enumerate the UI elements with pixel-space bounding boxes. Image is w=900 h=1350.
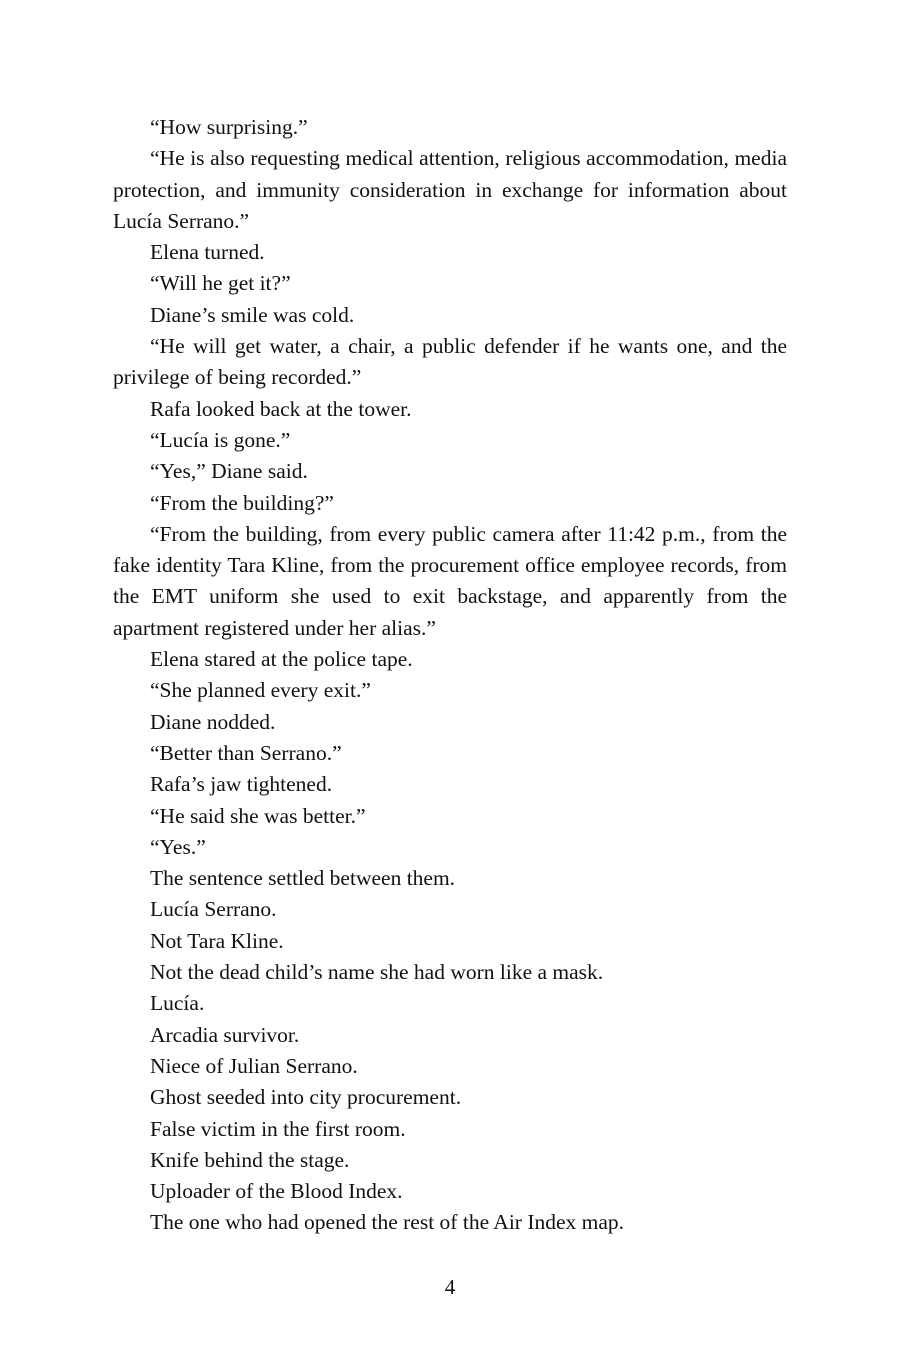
paragraph: “Will he get it?” <box>150 271 291 296</box>
paragraph: “Lucía is gone.” <box>150 427 291 452</box>
paragraph: False victim in the first room. <box>150 1116 406 1141</box>
paragraph: Uploader of the Blood Index. <box>150 1179 403 1204</box>
paragraph: Elena stared at the police tape. <box>150 647 413 672</box>
paragraph: Lucía Serrano. <box>150 897 277 922</box>
paragraph: “From the building?” <box>150 490 334 515</box>
paragraph: Diane’s smile was cold. <box>150 302 355 327</box>
paragraph: Diane nodded. <box>150 709 276 734</box>
paragraph: Lucía. <box>150 991 205 1016</box>
paragraph: Arcadia survivor. <box>150 1022 300 1047</box>
paragraph: Ghost seeded into city procurement. <box>150 1085 462 1110</box>
paragraph: Not the dead child’s name she had worn like a mask. <box>150 960 604 985</box>
paragraph: “He will get water, a chair, a public defender if he wants one, and the privilege of being recorded.” <box>113 334 787 390</box>
paragraph: Rafa’s jaw tightened. <box>150 772 333 797</box>
paragraph: “From the building, from every public camera after 11:42 p.m., from the fake identity Tara Kline, from the procurement office employee records, from the EMT uniform she used to exit backstage, and apparently from the apartment registered under her alias.” <box>113 521 787 640</box>
paragraph: “He said she was better.” <box>150 803 366 828</box>
paragraph: Elena turned. <box>150 240 265 265</box>
paragraph: “She planned every exit.” <box>150 678 371 703</box>
page-body <box>113 112 787 1239</box>
paragraph: “Yes.” <box>150 834 206 859</box>
paragraph: Niece of Julian Serrano. <box>150 1053 358 1078</box>
paragraph: Knife behind the stage. <box>150 1147 350 1172</box>
paragraph: The one who had opened the rest of the Air Index map. <box>150 1210 625 1235</box>
paragraph: “Better than Serrano.” <box>150 740 342 765</box>
paragraph: The sentence settled between them. <box>150 866 456 891</box>
paragraph: Rafa looked back at the tower. <box>150 396 412 421</box>
page-number: 4 <box>444 1275 456 1299</box>
paragraph: Not Tara Kline. <box>150 928 284 953</box>
paragraph: “He is also requesting medical attention, religious accommodation, media protection, and immunity consideration in exchange for information about Lucía Serrano.” <box>113 146 787 233</box>
paragraph: “Yes,” Diane said. <box>150 459 308 484</box>
paragraph: “How surprising.” <box>150 115 308 139</box>
